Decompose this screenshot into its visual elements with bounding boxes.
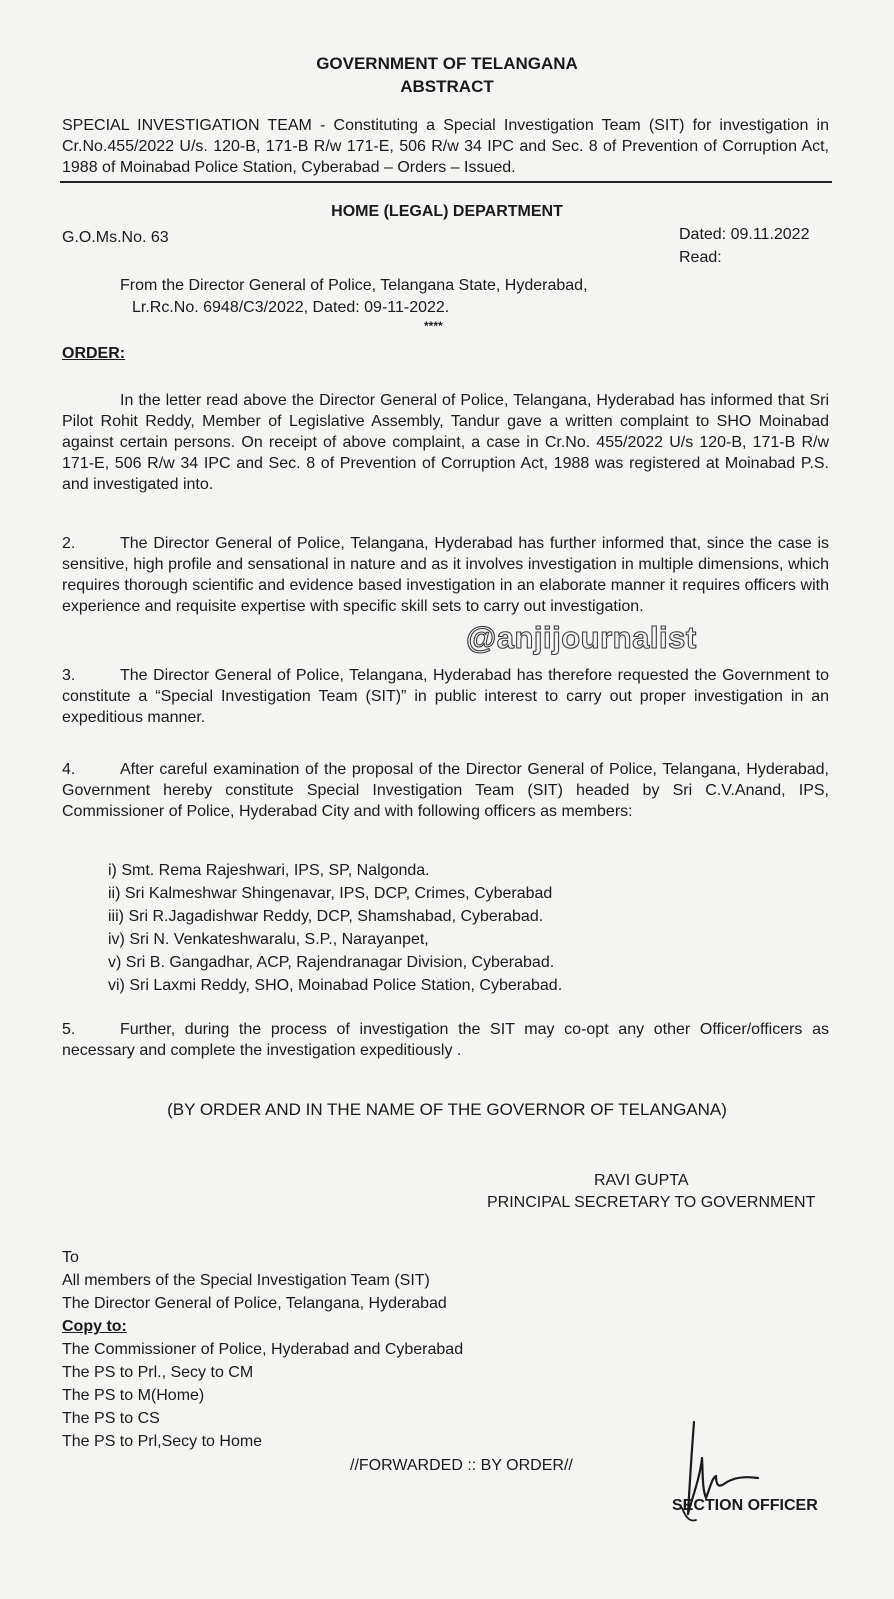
signatory-title: PRINCIPAL SECRETARY TO GOVERNMENT bbox=[487, 1194, 816, 1211]
copy-recipient: The PS to CS bbox=[62, 1410, 160, 1427]
copy-recipient: The Commissioner of Police, Hyderabad and Cyberabad bbox=[62, 1341, 464, 1358]
date-label: Dated: 09.11.2022 bbox=[679, 226, 810, 243]
section-officer-label: SECTION OFFICER bbox=[672, 1497, 818, 1514]
go-number: G.O.Ms.No. 63 bbox=[62, 229, 169, 246]
member-item: vi) Sri Laxmi Reddy, SHO, Moinabad Police Station, Cyberabad. bbox=[108, 977, 563, 994]
copy-recipient: The PS to Prl,Secy to Home bbox=[62, 1433, 263, 1450]
subject-line: SPECIAL INVESTIGATION TEAM - Constituting a Special Investigation Team (SIT) for investigation in Cr.No.455/2022 U/s. 120-B, 171-B R/w 171-E, 506 R/w 34 IPC and Sec. 8 of Prevention of Corruption Act, 1988 of Moinabad Police Station, Cyberabad – Orders – Issued. bbox=[62, 117, 829, 176]
paragraph-3-text: The Director General of Police, Telangana, Hyderabad has therefore requested the Government to constitute a “Special Investigation Team (SIT)” in public interest to carry out proper investigation in an expeditious manner. bbox=[62, 667, 829, 726]
subject-rule bbox=[60, 181, 832, 183]
to-label: To bbox=[62, 1249, 79, 1266]
paragraph-5-number: 5. bbox=[62, 1021, 76, 1038]
copy-to-label: Copy to: bbox=[62, 1318, 127, 1335]
abstract-heading: ABSTRACT bbox=[400, 77, 494, 96]
members-list bbox=[108, 859, 562, 997]
paragraph-2-text: The Director General of Police, Telangana, Hyderabad has further informed that, since the case is sensitive, high profile and sensational in nature and as it involves investigation in multiple dimensions, which requires thorough scientific and evidence based investigation in an elaborate manner it requires officers with experience and requisite expertise with specific skill sets to carry out investigation. bbox=[62, 535, 829, 615]
member-item: ii) Sri Kalmeshwar Shingenavar, IPS, DCP, Crimes, Cyberabad bbox=[108, 885, 553, 902]
to-recipient: All members of the Special Investigation Team (SIT) bbox=[62, 1272, 430, 1289]
forwarded-line: //FORWARDED :: BY ORDER// bbox=[350, 1457, 573, 1474]
paragraph-4 bbox=[62, 759, 829, 822]
paragraph-1 bbox=[62, 390, 829, 495]
paragraph-2 bbox=[62, 533, 829, 617]
member-item: i) Smt. Rema Rajeshwari, IPS, SP, Nalgonda. bbox=[108, 862, 430, 879]
paragraph-5-text: Further, during the process of investigation the SIT may co-opt any other Officer/officers as necessary and complete the investigation expeditiously . bbox=[62, 1021, 829, 1059]
paragraph-1-text: In the letter read above the Director General of Police, Telangana, Hyderabad has informed that Sri Pilot Rohit Reddy, Member of Legislative Assembly, Tandur gave a written complaint to SHO Moinabad against certain persons. On receipt of above complaint, a case in Cr.No. 455/2022 U/s 120-B, 171-B R/w 171-E, 506 R/w 34 IPC and Sec. 8 of Prevention of Corruption Act, 1988 was registered at Moinabad P.S. and investigated into. bbox=[62, 392, 829, 493]
separator-stars: **** bbox=[424, 319, 443, 333]
paragraph-4-number: 4. bbox=[62, 761, 76, 778]
watermark-handle: @anjijournalist bbox=[466, 620, 697, 655]
government-title: GOVERNMENT OF TELANGANA bbox=[316, 54, 578, 73]
reference-line-1: From the Director General of Police, Telangana State, Hyderabad, bbox=[120, 277, 588, 294]
member-item: iii) Sri R.Jagadishwar Reddy, DCP, Shamshabad, Cyberabad. bbox=[108, 908, 544, 925]
to-recipient: The Director General of Police, Telangana, Hyderabad bbox=[62, 1295, 447, 1312]
paragraph-3-number: 3. bbox=[62, 667, 76, 684]
member-item: v) Sri B. Gangadhar, ACP, Rajendranagar Division, Cyberabad. bbox=[108, 954, 555, 971]
copy-recipient: The PS to M(Home) bbox=[62, 1387, 205, 1404]
paragraph-4-text: After careful examination of the proposal of the Director General of Police, Telangana, Hyderabad, Government hereby constitute Special Investigation Team (SIT) headed by Sri C.V.Anand, IPS, Commissioner of Police, Hyderabad City and with following officers as members: bbox=[62, 761, 829, 820]
by-order-line: (BY ORDER AND IN THE NAME OF THE GOVERNOR OF TELANGANA) bbox=[167, 1100, 727, 1119]
member-item: iv) Sri N. Venkateshwaralu, S.P., Narayanpet, bbox=[108, 931, 429, 948]
department-heading: HOME (LEGAL) DEPARTMENT bbox=[331, 203, 563, 220]
to-block bbox=[62, 1246, 463, 1453]
paragraph-3 bbox=[62, 665, 829, 728]
read-label: Read: bbox=[679, 249, 722, 266]
order-heading: ORDER: bbox=[62, 345, 126, 362]
paragraph-5 bbox=[62, 1019, 829, 1061]
paragraph-2-number: 2. bbox=[62, 535, 76, 552]
signatory-name: RAVI GUPTA bbox=[594, 1172, 689, 1189]
reference-line-2: Lr.Rc.No. 6948/C3/2022, Dated: 09-11-2022. bbox=[132, 299, 450, 316]
copy-recipient: The PS to Prl., Secy to CM bbox=[62, 1364, 254, 1381]
